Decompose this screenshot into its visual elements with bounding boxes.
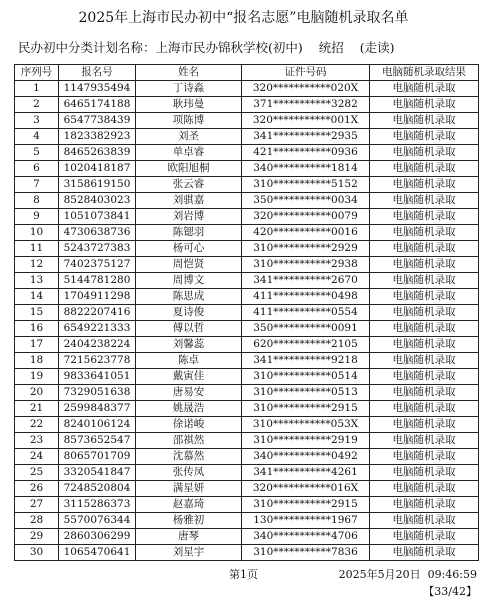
seq-cell: 7 [15,177,59,193]
result-cell: 电脑随机录取 [370,113,479,129]
name-cell: 邵祺然 [136,433,242,449]
table-row [15,289,479,305]
id-no-cell: 320***********016X [242,481,370,497]
id-no-cell: 310***********0514 [242,369,370,385]
seq-cell: 8 [15,193,59,209]
id-no-cell: 420***********0016 [242,225,370,241]
name-cell: 欧阳旭桐 [136,161,242,177]
table-row [15,305,479,321]
reg-no-cell: 2404238224 [59,337,136,353]
header-seq: 序列号 [15,65,59,81]
reg-no-cell: 5243727383 [59,241,136,257]
reg-no-cell: 8528403023 [59,193,136,209]
id-no-cell: 411***********0554 [242,305,370,321]
id-no-cell: 371***********3282 [242,97,370,113]
seq-cell: 20 [15,385,59,401]
result-cell: 电脑随机录取 [370,161,479,177]
page-number: 第1页 [229,568,258,581]
table-row [15,545,479,561]
result-cell: 电脑随机录取 [370,193,479,209]
header-id-no: 证件号码 [242,65,370,81]
name-cell: 赵嘉琦 [136,497,242,513]
name-cell: 杨可心 [136,241,242,257]
table-row [15,465,479,481]
result-cell: 电脑随机录取 [370,433,479,449]
plan-name: 民办初中分类计划名称：上海市民办锦秋学校(初中) [18,40,303,55]
seq-cell: 9 [15,209,59,225]
id-no-cell: 130***********1967 [242,513,370,529]
result-cell: 电脑随机录取 [370,209,479,225]
name-cell: 姚晟浩 [136,401,242,417]
name-cell: 项陈博 [136,113,242,129]
seq-cell: 18 [15,353,59,369]
id-no-cell: 310***********053X [242,417,370,433]
table-row [15,225,479,241]
id-no-cell: 350***********0091 [242,321,370,337]
id-no-cell: 310***********5152 [242,177,370,193]
reg-no-cell: 3115286373 [59,497,136,513]
reg-no-cell: 8573652547 [59,433,136,449]
table-row [15,273,479,289]
seq-cell: 6 [15,161,59,177]
id-no-cell: 320***********020X [242,81,370,97]
seq-cell: 30 [15,545,59,561]
result-cell: 电脑随机录取 [370,241,479,257]
reg-no-cell: 7215623778 [59,353,136,369]
name-cell: 张传凤 [136,465,242,481]
seq-cell: 28 [15,513,59,529]
name-cell: 耿玮曼 [136,97,242,113]
result-cell: 电脑随机录取 [370,513,479,529]
seq-cell: 1 [15,81,59,97]
id-no-cell: 421***********0936 [242,145,370,161]
seq-cell: 26 [15,481,59,497]
result-cell: 电脑随机录取 [370,417,479,433]
table-row [15,449,479,465]
header-name: 姓名 [136,65,242,81]
id-no-cell: 340***********1814 [242,161,370,177]
seq-cell: 27 [15,497,59,513]
table-row [15,513,479,529]
seq-cell: 23 [15,433,59,449]
result-cell: 电脑随机录取 [370,385,479,401]
reg-no-cell: 4730638736 [59,225,136,241]
seq-cell: 25 [15,465,59,481]
admission-table [14,64,479,561]
result-cell: 电脑随机录取 [370,337,479,353]
reg-no-cell: 1823382923 [59,129,136,145]
table-row [15,113,479,129]
seq-cell: 14 [15,289,59,305]
seq-cell: 19 [15,369,59,385]
reg-no-cell: 8240106124 [59,417,136,433]
table-row [15,241,479,257]
reg-no-cell: 6465174188 [59,97,136,113]
admission-type: 统招 [318,40,344,55]
result-cell: 电脑随机录取 [370,289,479,305]
reg-no-cell: 7329051638 [59,385,136,401]
name-cell: 张云睿 [136,177,242,193]
name-cell: 杨雅初 [136,513,242,529]
header-reg-no: 报名号 [59,65,136,81]
table-row [15,481,479,497]
table-row [15,257,479,273]
reg-no-cell: 1147935494 [59,81,136,97]
id-no-cell: 310***********2919 [242,433,370,449]
seq-cell: 12 [15,257,59,273]
result-cell: 电脑随机录取 [370,401,479,417]
name-cell: 傅以哲 [136,321,242,337]
print-datetime: 2025年5月20日 09:46:59 [338,568,477,581]
result-cell: 电脑随机录取 [370,145,479,161]
result-cell: 电脑随机录取 [370,545,479,561]
result-cell: 电脑随机录取 [370,321,479,337]
id-no-cell: 320***********0079 [242,209,370,225]
seq-cell: 16 [15,321,59,337]
id-no-cell: 620***********2105 [242,337,370,353]
seq-cell: 29 [15,529,59,545]
table-row [15,321,479,337]
id-no-cell: 341***********2935 [242,129,370,145]
result-cell: 电脑随机录取 [370,369,479,385]
id-no-cell: 310***********0513 [242,385,370,401]
reg-no-cell: 5144781280 [59,273,136,289]
table-row [15,401,479,417]
seq-cell: 13 [15,273,59,289]
boarding-type: (走读) [359,40,395,55]
seq-cell: 2 [15,97,59,113]
table-row [15,129,479,145]
reg-no-cell: 3158619150 [59,177,136,193]
id-no-cell: 310***********2938 [242,257,370,273]
table-row [15,497,479,513]
result-cell: 电脑随机录取 [370,97,479,113]
name-cell: 夏诗俊 [136,305,242,321]
id-no-cell: 310***********2915 [242,401,370,417]
reg-no-cell: 7402375127 [59,257,136,273]
name-cell: 单卓睿 [136,145,242,161]
name-cell: 戴寅佳 [136,369,242,385]
table-row [15,193,479,209]
reg-no-cell: 7248520804 [59,481,136,497]
name-cell: 沈慕然 [136,449,242,465]
name-cell: 陈锶羽 [136,225,242,241]
seq-cell: 22 [15,417,59,433]
reg-no-cell: 1020418187 [59,161,136,177]
reg-no-cell: 8465263839 [59,145,136,161]
plan-subtitle [18,40,407,56]
reg-no-cell: 6549221333 [59,321,136,337]
result-cell: 电脑随机录取 [370,129,479,145]
table-row [15,337,479,353]
name-cell: 唐琴 [136,529,242,545]
id-no-cell: 310***********7836 [242,545,370,561]
id-no-cell: 341***********9218 [242,353,370,369]
reg-no-cell: 8065701709 [59,449,136,465]
result-cell: 电脑随机录取 [370,257,479,273]
seq-cell: 11 [15,241,59,257]
seq-cell: 4 [15,129,59,145]
result-cell: 电脑随机录取 [370,177,479,193]
reg-no-cell: 2599848377 [59,401,136,417]
header-result: 电脑随机录取结果 [370,65,479,81]
table-row [15,97,479,113]
seq-cell: 5 [15,145,59,161]
result-cell: 电脑随机录取 [370,529,479,545]
table-row [15,417,479,433]
reg-no-cell: 1704911298 [59,289,136,305]
result-cell: 电脑随机录取 [370,497,479,513]
id-no-cell: 340***********0492 [242,449,370,465]
name-cell: 刘骐嘉 [136,193,242,209]
reg-no-cell: 6547738439 [59,113,136,129]
id-no-cell: 310***********2929 [242,241,370,257]
name-cell: 陈卓 [136,353,242,369]
table-row [15,209,479,225]
result-cell: 电脑随机录取 [370,449,479,465]
name-cell: 刘岩博 [136,209,242,225]
result-cell: 电脑随机录取 [370,273,479,289]
result-cell: 电脑随机录取 [370,225,479,241]
name-cell: 周博文 [136,273,242,289]
id-no-cell: 350***********0034 [242,193,370,209]
seq-cell: 3 [15,113,59,129]
id-no-cell: 320***********001X [242,113,370,129]
document-title: 2025年上海市民办初中“报名志愿”电脑随机录取名单 [78,10,409,26]
result-cell: 电脑随机录取 [370,465,479,481]
result-cell: 电脑随机录取 [370,481,479,497]
table-body [15,81,479,561]
reg-no-cell: 1051073841 [59,209,136,225]
seq-cell: 24 [15,449,59,465]
name-cell: 唐易安 [136,385,242,401]
reg-no-cell: 5570076344 [59,513,136,529]
result-cell: 电脑随机录取 [370,81,479,97]
name-cell: 刘圣 [136,129,242,145]
table-row [15,145,479,161]
reg-no-cell: 1065470641 [59,545,136,561]
name-cell: 徐诺峻 [136,417,242,433]
id-no-cell: 310***********2915 [242,497,370,513]
reg-no-cell: 8822207416 [59,305,136,321]
id-no-cell: 341***********2670 [242,273,370,289]
id-no-cell: 411***********0498 [242,289,370,305]
seq-cell: 10 [15,225,59,241]
seq-cell: 17 [15,337,59,353]
name-cell: 刘星宇 [136,545,242,561]
seq-cell: 21 [15,401,59,417]
page-count: 【33/42】 [423,585,477,598]
name-cell: 刘馨蕊 [136,337,242,353]
name-cell: 满星妍 [136,481,242,497]
reg-no-cell: 9833641051 [59,369,136,385]
table-row [15,81,479,97]
result-cell: 电脑随机录取 [370,305,479,321]
name-cell: 陈思成 [136,289,242,305]
reg-no-cell: 2860306299 [59,529,136,545]
id-no-cell: 341***********4261 [242,465,370,481]
id-no-cell: 340***********4706 [242,529,370,545]
result-cell: 电脑随机录取 [370,353,479,369]
name-cell: 丁诗淼 [136,81,242,97]
name-cell: 周恺贤 [136,257,242,273]
table-row [15,353,479,369]
table-row [15,177,479,193]
table-row [15,385,479,401]
table-header-row [15,65,479,81]
table-row [15,529,479,545]
table-row [15,433,479,449]
table-row [15,369,479,385]
seq-cell: 15 [15,305,59,321]
reg-no-cell: 3320541847 [59,465,136,481]
table-row [15,161,479,177]
